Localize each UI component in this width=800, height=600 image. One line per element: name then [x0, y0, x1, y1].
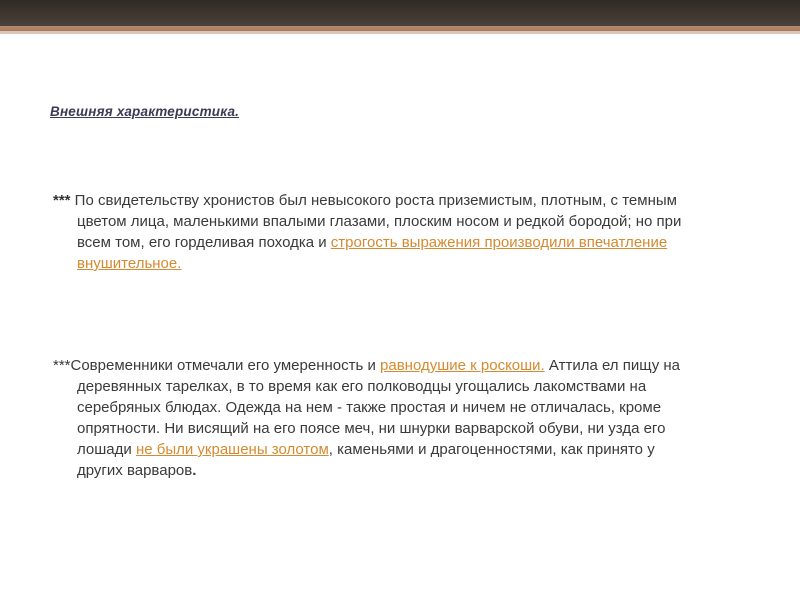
- paragraph-moderation: [53, 355, 733, 481]
- text-segment: других варваров: [77, 462, 193, 479]
- paragraph-line: [53, 355, 733, 376]
- paragraph-line: опрятности. Ни висящий на его поясе меч, ни шнурки варварской обуви, ни узда его: [77, 420, 666, 437]
- text-segment: , каменьями и драгоценностями, как принято у: [328, 441, 655, 458]
- bullet-marker: ***: [53, 192, 71, 209]
- paragraph-line: [77, 439, 733, 460]
- hyperlink-impressive[interactable]: внушительное.: [77, 255, 182, 272]
- period-mark: .: [192, 462, 197, 479]
- paragraph-line: цветом лица, маленькими впалыми глазами, плоским носом и редкой бородой; но при: [77, 213, 682, 230]
- text-segment: ***Современники отмечали его умеренность и: [53, 357, 381, 374]
- paragraph-line: [53, 190, 733, 211]
- hyperlink-strict-expression[interactable]: строгость выражения производили впечатление: [330, 234, 668, 251]
- text-segment: всем том, его горделивая походка и: [77, 234, 331, 251]
- paragraph-line: деревянных тарелках, в то время как его полководцы угощались лакомствами на: [77, 378, 647, 395]
- paragraph-line: [77, 232, 733, 253]
- text-segment: лошади: [77, 441, 136, 458]
- top-light-stripe: [0, 31, 800, 34]
- text-segment: По свидетельству хронистов был невысокого роста приземистым, плотным, с темным: [70, 192, 677, 209]
- hyperlink-indifference-luxury[interactable]: равнодушие к роскоши.: [380, 357, 545, 374]
- top-dark-band: [0, 0, 800, 26]
- hyperlink-not-gold[interactable]: не были украшены золотом: [135, 441, 329, 458]
- paragraph-line: [77, 253, 733, 274]
- paragraph-line: серебряных блюдах. Одежда на нем - также простая и ничем не отличалась, кроме: [77, 399, 662, 416]
- paragraph-appearance: [53, 190, 733, 274]
- slide-title: Внешняя характеристика.: [50, 104, 240, 119]
- paragraph-line: [77, 460, 733, 481]
- text-segment: Аттила ел пищу на: [544, 357, 681, 374]
